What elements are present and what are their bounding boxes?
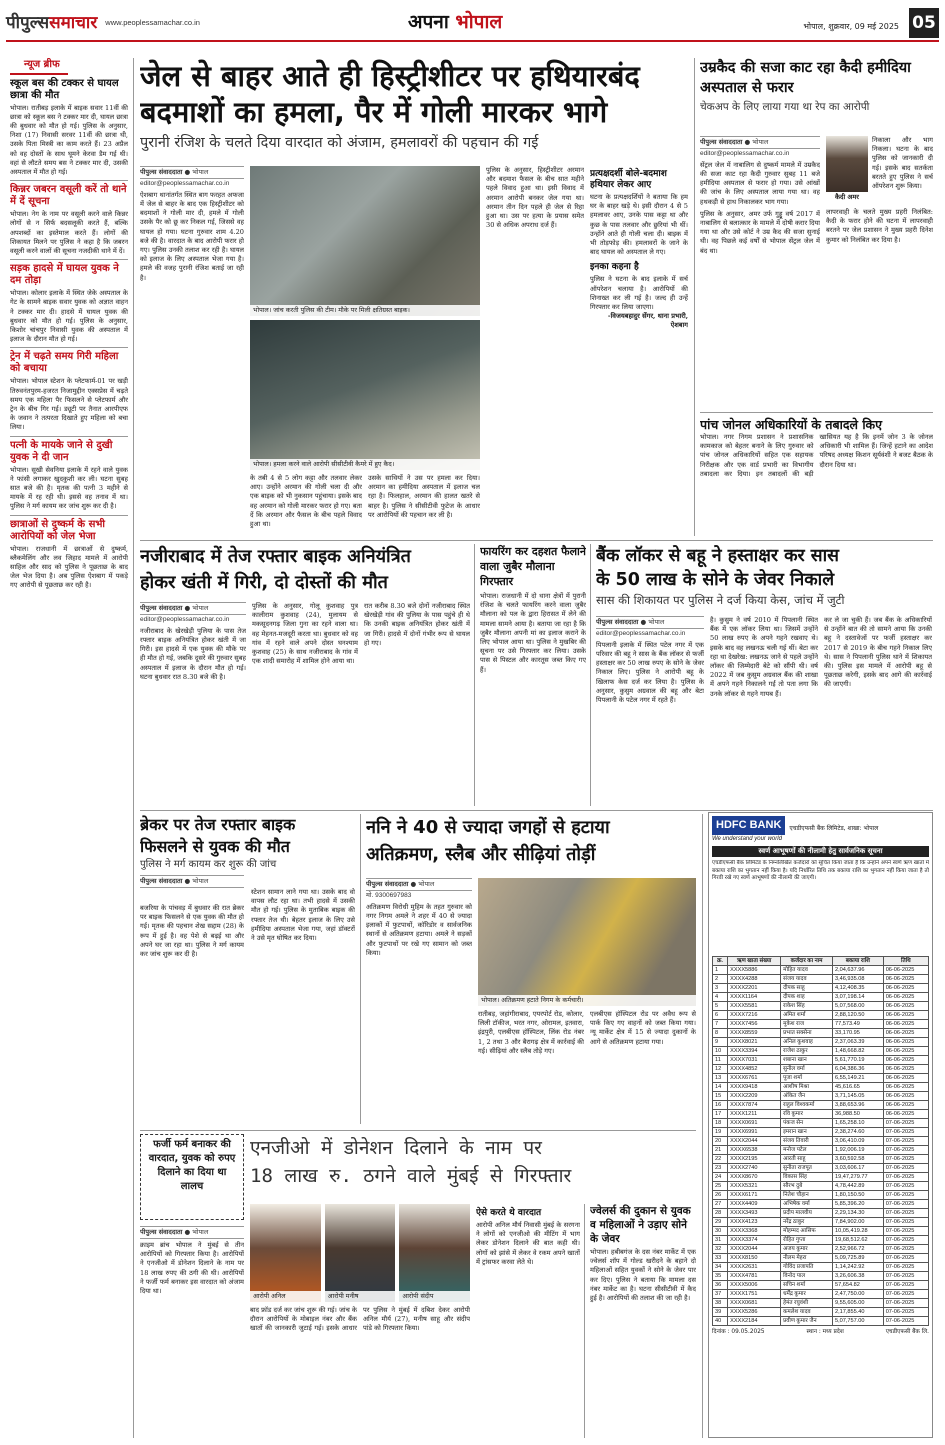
table-cell: 5,85,396.20 xyxy=(832,1200,883,1209)
table-cell: 07-06-2025 xyxy=(883,1254,928,1263)
table-cell: 2,52,966.72 xyxy=(832,1245,883,1254)
table-cell: XXXX2195 xyxy=(728,1155,781,1164)
table-cell: 6,55,149.21 xyxy=(832,1074,883,1083)
table-header: क्र. xyxy=(713,957,728,966)
table-row xyxy=(713,993,929,1002)
table-cell: 06-06-2025 xyxy=(883,1056,928,1065)
dateline: भोपाल, शुक्रवार, 09 मई 2025 xyxy=(803,22,899,31)
table-row xyxy=(713,1137,929,1146)
table-cell: XXXX8021 xyxy=(728,1038,781,1047)
table-cell: 7 xyxy=(713,1020,728,1029)
table-cell: पूजा शर्मा xyxy=(781,1074,833,1083)
table-cell: 1,80,150.50 xyxy=(832,1191,883,1200)
table-row xyxy=(713,1272,929,1281)
table-cell: XXXX6171 xyxy=(728,1191,781,1200)
table-cell: XXXX7874 xyxy=(728,1101,781,1110)
table-cell: XXXX6761 xyxy=(728,1074,781,1083)
table-cell: XXXX1211 xyxy=(728,1110,781,1119)
table-row xyxy=(713,1011,929,1020)
table-cell: 07-06-2025 xyxy=(883,1137,928,1146)
table-row xyxy=(713,1317,929,1326)
table-cell: नरेंद्र ठाकुर xyxy=(781,1218,833,1227)
table-cell: 07-06-2025 xyxy=(883,1146,928,1155)
ngo-kicker: फर्जी फर्म बनाकर की वारदात, युवक को रुपए दिलाने का दिया था लालच xyxy=(140,1134,244,1220)
table-cell: 07-06-2025 xyxy=(883,1155,928,1164)
table-cell: 2,04,637.96 xyxy=(832,966,883,975)
table-cell: अमित शर्मा xyxy=(781,1011,833,1020)
table-cell: 2,88,120.50 xyxy=(832,1011,883,1020)
table-cell: 3,03,606.17 xyxy=(832,1164,883,1173)
table-cell: XXXX7031 xyxy=(728,1056,781,1065)
table-cell: 07-06-2025 xyxy=(883,1299,928,1308)
table-row xyxy=(713,1236,929,1245)
table-cell: 6 xyxy=(713,1011,728,1020)
brief-item-5: छात्राओं से दुष्कर्म के सभी आरोपियों को जेल भेजा भोपाल। राजधानी में छात्राओं से दुष्कर्म, ब्लैकमेलिंग और लव जिहाद मामले में आरोपी साहिल और साद को पुलिस ने पूछताछ के बाद जेल भेज दिया है। अब पुलिस ऐशबाग में पकड़े गए आरोपी से पूछताछ कर रही है। xyxy=(10,518,128,590)
table-cell: 33 xyxy=(713,1254,728,1263)
table-cell: XXXX3368 xyxy=(728,1227,781,1236)
brief-item-1: किन्नर जबरन वसूली करें तो थाने में दें सूचना भोपाल। नेग के नाम पर वसूली करने वाले किन्नर लोगों से न सिर्फ बदसलूकी करते हैं, बल्कि अपशब्दों का इस्तेमाल करते हैं। लोगों की शिकायत मिलने पर पुलिस ने कहा है कि जबरन वसूली करने वालों की सूचना नजदीकी थाने में दें। xyxy=(10,184,128,255)
table-cell: XXXX3374 xyxy=(728,1236,781,1245)
table-row xyxy=(713,975,929,984)
table-row xyxy=(713,1308,929,1317)
table-cell: 14 xyxy=(713,1083,728,1092)
table-cell: 10 xyxy=(713,1047,728,1056)
table-cell: XXXX7216 xyxy=(728,1011,781,1020)
table-cell: प्रभात सक्सेना xyxy=(781,1029,833,1038)
table-cell: प्रदीप मालवीय xyxy=(781,1209,833,1218)
table-cell: अजय कुमार xyxy=(781,1245,833,1254)
table-cell: 07-06-2025 xyxy=(883,1281,928,1290)
table-cell: 06-06-2025 xyxy=(883,1065,928,1074)
table-cell: XXXX3394 xyxy=(728,1047,781,1056)
prisoner-photo xyxy=(826,136,868,192)
table-cell: 22 xyxy=(713,1155,728,1164)
table-cell: 24 xyxy=(713,1173,728,1182)
website: www.peoplessamachar.co.in xyxy=(105,17,200,27)
encroachment-story: ननि ने 40 से ज्यादा जगहों से हटाया अतिक्रमण, स्लैब और सीढ़ियां तोड़ीं पीपुल्स संवाददाता ● भोपाल मो. 9300697983 अतिक्रमण विरोधी मुहिम के तहत गुरुवार को नगर निगम अमले ने शहर में 40 से ज्यादा इलाकों में फुटपाथों, कॉरिडोर व सार्वजनिक स्थानों से अतिक्रमण हटाया। अमले ने सड़कों और फुटपाथों पर रखे गए सामान को जब्त किया। भोपाल। अतिक्रमण हटाते निगम के कर्मचारी। रातीबड़, जहांगीराबाद, एयरपोर्ट रोड, कोलार, लिली टॉकीज, भरत नगर, ओरामल, इतवारा, इंद्रपुरी, एलबीएस हॉस्पिटल, लिंक रोड नंबर 1, 2 तथा 3 और बैरागढ़ क्षेत्र में कार्रवाई की गई। सीढ़ियां और स्लैब तोड़े गए। एलबीएस हॉस्पिटल रोड पर अवैध रूप से पार्क किए गए वाहनों को जब्त किया गया। न्यू मार्केट क्षेत्र में 15 से ज्यादा दुकानों के आगे से अतिक्रमण हटाया गया। xyxy=(366,817,696,1055)
table-row xyxy=(713,1092,929,1101)
accused-photo-2: आरोपी मनीष xyxy=(325,1204,396,1302)
table-cell: XXXX2184 xyxy=(728,1317,781,1326)
table-row xyxy=(713,1200,929,1209)
lead-subheadline: पुरानी रंजिश के चलते दिया वारदात को अंजाम, हमलावरों की पहचान की गई xyxy=(140,135,539,151)
table-cell: 06-06-2025 xyxy=(883,1110,928,1119)
table-row xyxy=(713,1164,929,1173)
table-cell: 06-06-2025 xyxy=(883,1020,928,1029)
table-cell: 5,07,757.00 xyxy=(832,1317,883,1326)
table-cell: 40 xyxy=(713,1317,728,1326)
table-cell: 07-06-2025 xyxy=(883,1272,928,1281)
table-row xyxy=(713,966,929,975)
table-cell: 06-06-2025 xyxy=(883,966,928,975)
table-cell: 07-06-2025 xyxy=(883,1245,928,1254)
table-cell: राहुल विश्वकर्मा xyxy=(781,1101,833,1110)
table-cell: 3 xyxy=(713,984,728,993)
table-cell: 07-06-2025 xyxy=(883,1191,928,1200)
table-cell: सचिन शर्मा xyxy=(781,1281,833,1290)
table-cell: गोविंद प्रजापति xyxy=(781,1263,833,1272)
table-cell: 6,04,386.36 xyxy=(832,1065,883,1074)
table-cell: 9 xyxy=(713,1038,728,1047)
table-cell: 07-06-2025 xyxy=(883,1290,928,1299)
table-cell: 3,46,935.08 xyxy=(832,975,883,984)
table-header: तिथि xyxy=(883,957,928,966)
table-cell: 12 xyxy=(713,1065,728,1074)
hdfc-auction-notice: HDFC BANK We understand your world एचडीएफसी बैंक लिमिटेड, शाखा: भोपाल स्वर्ण आभूषणों की नीलामी हेतु सार्वजनिक सूचना एचडीएफसी बैंक लिमिटेड के निम्नलिखित कर्जदारों को सूचित किया जाता है कि उन्होंने अपने स्वर्ण ऋण खातों में बकाया राशि का भुगतान नहीं किया है। यदि निर्धारित तिथि तक बकाया राशि का भुगतान नहीं किया जाता है तो गिरवी रखे गए स्वर्ण आभूषणों की नीलामी की जाएगी। क्र. ऋण खाता संख्या कर्जदार का नाम बकाया राशि तिथि 1 XXXX5886 मोहित यादव 2,04,637.96 06-06-2025 2 XXXX4288 संजय यादव 3,46,935.08 06-06-2025 3 XXXX2201 दीपक साहू 4,12,408.35 06-06-2025 4 XXXX1164 दीपक शाह 3,07,198.14 06-06-2025 5 XXXX5581 राकेश सिंह 5,07,568.00 06-06-2025 6 XXXX7216 अमित शर्मा 2,88,120.50 06-06-2025 7 XXXX7456 मुकेश राज 77,573.49 06-06-2025 8 XXXX8559 प्रभात सक्सेना 33,170.95 06-06-2025 9 XXXX8021 अनिल कुशवाह 2,37,063.39 06-06-2025 10 XXXX3394 राजेश ठाकुर 1,48,668.82 06-06-2025 11 XXXX7031 शबाना खान 5,61,770.19 06-06-2025 12 XXXX4852 सुनील वर्मा 6,04,386.36 06-06-2025 13 XXXX6761 पूजा शर्मा 6,55,149.21 06-06-2025 14 XXXX9418 आशीष मिश्रा 45,616.65 06-06-2025 15 XXXX2209 अंकित जैन 3,71,145.05 06-06-2025 16 XXXX7874 राहुल विश्वकर्मा 3,88,653.96 06-06-2025 17 XXXX1211 रवि कुमार 36,988.50 06-06-2025 18 XXXX0691 पंकज सेन 1,65,258.10 07-06-2025 19 XXXX6991 इमरान खान 2,38,274.60 07-06-2025 20 XXXX2044 संजय तिवारी 3,06,410.09 07-06-2025 21 XXXX6538 मनोज पटेल 1,92,006.19 07-06-2025 22 XXXX2195 आरती साहू 3,60,592.58 07-06-2025 23 XXXX2740 सुनीता राजपूत 3,03,606.17 07-06-2025 24 XXXX8670 विकास सिंह 19,47,279.77 07-06-2025 25 XXXX5321 सौरभ दुबे 4,78,442.89 07-06-2025 26 XXXX6171 नितेश चौहान 1,80,150.50 07-06-2025 27 XXXX4409 अभिषेक वर्मा 5,85,396.20 07-06-2025 28 XXXX3493 प्रदीप मालवीय 2,29,134.30 07-06-2025 29 XXXX4123 नरेंद्र ठाकुर 7,84,902.00 07-06-2025 30 XXXX3368 मोहम्मद आसिफ 10,05,419.28 07-06-2025 31 XXXX3374 रोहित गुप्ता 19,68,512.62 07-06-2025 32 XXXX2044 अजय कुमार 2,52,966.72 07-06-2025 33 XXXX8150 नीलम मेहरा 5,09,725.89 07-06-2025 34 XXXX2631 गोविंद प्रजापति 1,14,242.92 07-06-2025 35 XXXX4781 विनोद पाल 3,26,606.38 07-06-2025 36 XXXX5006 सचिन शर्मा 57,654.82 07-06-2025 37 XXXX1751 धर्मेंद्र कुमार 2,47,750.00 07-06-2025 38 XXXX0681 हेमंत रघुवंशी 9,55,605.00 07-06-2025 39 XXXX5286 कमलेश यादव 2,17,855.40 07-06-2025 40 XXXX2184 प्रवीण कुमार जैन 5,07,757.00 07-06-2025 दिनांक : 09.05.2025 स्थान : मध्य प्रदेश एचडीएफसी बैंक लि. xyxy=(708,812,933,1438)
prisoner-byline: पीपुल्स संवाददाता ● भोपाल xyxy=(700,136,820,149)
table-row xyxy=(713,1101,929,1110)
table-cell: 07-06-2025 xyxy=(883,1317,928,1326)
table-cell: XXXX1164 xyxy=(728,993,781,1002)
table-cell: 3,71,145.05 xyxy=(832,1092,883,1101)
table-cell: 07-06-2025 xyxy=(883,1263,928,1272)
table-cell: मोहम्मद आसिफ xyxy=(781,1227,833,1236)
table-cell: सौरभ दुबे xyxy=(781,1182,833,1191)
table-row xyxy=(713,1065,929,1074)
table-cell: 1 xyxy=(713,966,728,975)
lead-photo-cctv: भोपाल। हमला करने वाले आरोपी सीसीटीवी कैमरे में हुए कैद। xyxy=(250,320,480,470)
table-cell: 15 xyxy=(713,1092,728,1101)
table-cell: 34 xyxy=(713,1263,728,1272)
table-cell: 5,09,725.89 xyxy=(832,1254,883,1263)
table-cell: दीपक साहू xyxy=(781,984,833,993)
table-row xyxy=(713,1182,929,1191)
lead-body-3: के तबी 4 से 5 लोग कट्टा और तलवार लेकर आए। उन्होंने अरमान की गोली चला दी और एक बाइक को भी नुकसान पहुंचाया। इसके बाद वह अरमान को गोली मारकर फरार हो गए। बता दें कि अरमान और फैसल के बीच पहले विवाद हुआ था। xyxy=(250,474,362,529)
table-cell: 4,12,408.35 xyxy=(832,984,883,993)
eyewitness-box: प्रत्यक्षदर्शी बोले-बदमाश हथियार लेकर आए घटना के प्रत्यक्षदर्शियों ने बताया कि हम घर के बाहर खड़े थे। इसी दौरान 4 से 5 हमलावर आए, उनके पास कट्टा था और कुछ के पास तलवार और छुरियां भी थीं। उन्होंने आते ही गोली चला दी। बाइक में भी तोड़फोड़ की। हमलावरों के जाने के बाद घायल को अस्पताल ले गए। इनका कहना है पुलिस ने घटना के बाद इलाके में सर्च ऑपरेशन चलाया है। आरोपियों की शिनाख्त कर ली गई है। जल्द ही उन्हें गिरफ्तार कर लिया जाएगा। -विजयबहादुर सेंगर, थाना प्रभारी, ऐशबाग xyxy=(590,169,688,330)
table-cell: अभिषेक वर्मा xyxy=(781,1200,833,1209)
table-cell: 33,170.95 xyxy=(832,1029,883,1038)
table-cell: XXXX2631 xyxy=(728,1263,781,1272)
table-row xyxy=(713,1074,929,1083)
accused-photo-3: आरोपी संदीप xyxy=(399,1204,470,1302)
lead-body-1: ऐशबाग थानांतर्गत स्थित बाग फरहत अफजा में जेल से बाहर के बाद एक हिस्ट्रीशीटर को बदमाशों ने गोली मार दी, हमले में गोली उसके पैर को छू कर निकल गई, जिससे वह घायल हो गया। घटना गुरुवार शाम 4.20 बजे की है। वारदात के बाद आरोपी फरार हो गए। पुलिस उनकी तलाश कर रही है। घायल को इलाज के लिए अस्पताल भेजा गया है। हमले की वजह पुरानी रंजिश बताई जा रही है। xyxy=(140,190,244,282)
notice-title: स्वर्ण आभूषणों की नीलामी हेतु सार्वजनिक सूचना xyxy=(712,846,929,857)
quote-by: -विजयबहादुर सेंगर, थाना प्रभारी, ऐशबाग xyxy=(607,312,688,330)
table-cell: 39 xyxy=(713,1308,728,1317)
table-cell: नीलम मेहरा xyxy=(781,1254,833,1263)
table-cell: 3,07,198.14 xyxy=(832,993,883,1002)
table-cell: आशीष मिश्रा xyxy=(781,1083,833,1092)
lead-byline: पीपुल्स संवाददाता ● भोपाल xyxy=(140,166,244,179)
najibabad-byline: पीपुल्स संवाददाता ● भोपाल xyxy=(140,602,246,615)
brief-item-3: ट्रेन में चढ़ते समय गिरी महिला को बचाया भोपाल। भोपाल स्टेशन के प्लेटफार्म-01 पर खड़ी तिरुवनंतपुरम-हजरत निजामुद्दीन एक्सप्रेस में चढ़ते समय एक महिला पैर फिसलने से प्लेटफार्म और ट्रेन के बीच गिर गई। ड्यूटी पर तैनात आरपीएफ के जवान ने तत्परता दिखाते हुए महिला को बचा लिया। xyxy=(10,351,128,432)
table-row xyxy=(713,1227,929,1236)
table-cell: 27 xyxy=(713,1200,728,1209)
table-row xyxy=(713,1110,929,1119)
table-cell: 21 xyxy=(713,1146,728,1155)
lead-email: editor@peoplessamachar.co.in xyxy=(140,180,230,187)
table-cell: XXXX4781 xyxy=(728,1272,781,1281)
table-cell: धर्मेंद्र कुमार xyxy=(781,1290,833,1299)
table-cell: 28 xyxy=(713,1209,728,1218)
quote-body: पुलिस ने घटना के बाद इलाके में सर्च ऑपरेशन चलाया है। आरोपियों की शिनाख्त कर ली गई है। जल्द ही उन्हें गिरफ्तार कर लिया जाएगा। xyxy=(590,275,688,312)
table-cell: XXXX7456 xyxy=(728,1020,781,1029)
table-header: कर्जदार का नाम xyxy=(781,957,833,966)
table-cell: 06-06-2025 xyxy=(883,1083,928,1092)
table-cell: 16 xyxy=(713,1101,728,1110)
table-cell: 5,61,770.19 xyxy=(832,1056,883,1065)
quote-head: इनका कहना है xyxy=(590,262,639,273)
table-row xyxy=(713,1155,929,1164)
table-cell: कमलेश यादव xyxy=(781,1308,833,1317)
table-cell: 2,37,063.39 xyxy=(832,1038,883,1047)
prisoner-story: उम्रकैद की सजा काट रहा कैदी हमीदिया अस्पताल से फरार चेकअप के लिए लाया गया था रेप का आरोपी पीपुल्स संवाददाता ● भोपाल editor@peoplessamachar.co.in सेंट्रल जेल में नाबालिग से दुष्कर्म मामले में उम्रकैद की सजा काट रहा कैदी गुरुवार सुबह 11 बजे हमीदिया अस्पताल से फरार हो गया। उसे आंखों की जांच के लिए अस्पताल लाया गया था। वह हथकड़ी से हाथ निकालकर भाग गया। पुलिस के अनुसार, अमर उर्फ गुड्डू वर्ष 2017 में नाबालिग से बलात्कार के मामले में दोषी करार दिया गया था और उसे कोर्ट ने उम्र कैद की सजा सुनाई थी। वह पिछले कई वर्षों से भोपाल सेंट्रल जेल में बंद था। कैदी अमर निकाला और भाग निकला। घटना के बाद पुलिस को जानकारी दी गई। इसके बाद सतर्कता बरतते हुए पुलिस ने सर्च ऑपरेशन शुरू किया। लापरवाही के चलते मुख्य प्रहरी निलंबित: कैदी के फरार होने की घटना में लापरवाही बरतने पर जेल प्रशासन ने मुख्य प्रहरी दिनेश कुमार को निलंबित कर दिया है। xyxy=(700,60,933,255)
lead-story xyxy=(140,58,688,536)
encroachment-photo: भोपाल। अतिक्रमण हटाते निगम के कर्मचारी। xyxy=(478,878,696,1006)
table-cell: 06-06-2025 xyxy=(883,993,928,1002)
table-cell: 7,84,902.00 xyxy=(832,1218,883,1227)
table-cell: 36,988.50 xyxy=(832,1110,883,1119)
table-cell: 36 xyxy=(713,1281,728,1290)
table-header: ऋण खाता संख्या xyxy=(728,957,781,966)
table-row xyxy=(713,1299,929,1308)
table-row xyxy=(713,1209,929,1218)
table-cell: 57,654.82 xyxy=(832,1281,883,1290)
table-cell: 2,47,750.00 xyxy=(832,1290,883,1299)
table-cell: शबाना खान xyxy=(781,1056,833,1065)
table-cell: 06-06-2025 xyxy=(883,1011,928,1020)
table-cell: 07-06-2025 xyxy=(883,1218,928,1227)
table-cell: 23 xyxy=(713,1164,728,1173)
table-row xyxy=(713,1146,929,1155)
table-cell: XXXX5006 xyxy=(728,1281,781,1290)
prisoner-headline: उम्रकैद की सजा काट रहा कैदी हमीदिया अस्पताल से फरार xyxy=(700,60,911,96)
table-cell: 07-06-2025 xyxy=(883,1200,928,1209)
table-cell: 26 xyxy=(713,1191,728,1200)
table-cell: XXXX4409 xyxy=(728,1200,781,1209)
hdfc-logo: HDFC BANK xyxy=(712,816,785,835)
table-cell: XXXX2044 xyxy=(728,1245,781,1254)
lead-photo-police: भोपाल। जांच करती पुलिस की टीम। मौके पर मिली क्षतिग्रस्त बाइक। xyxy=(250,166,480,316)
table-cell: XXXX5886 xyxy=(728,966,781,975)
table-row xyxy=(713,1218,929,1227)
table-cell: 4,78,442.89 xyxy=(832,1182,883,1191)
table-cell: XXXX0691 xyxy=(728,1119,781,1128)
table-cell: मनोज पटेल xyxy=(781,1146,833,1155)
table-cell: 13 xyxy=(713,1074,728,1083)
table-cell: 07-06-2025 xyxy=(883,1227,928,1236)
masthead xyxy=(6,6,939,42)
table-cell: संजय तिवारी xyxy=(781,1137,833,1146)
table-cell: आरती साहू xyxy=(781,1155,833,1164)
table-row xyxy=(713,1002,929,1011)
brief-item-2: सड़क हादसे में घायल युवक ने दम तोड़ा भोपाल। कोलार इलाके में स्थित जेके अस्पताल के गेट के सामने बाइक सवार युवक को अज्ञात वाहन ने टक्कर मार दी। हादसे में घायल युवक की बुधवार को मौत हो गई। पुलिस के अनुसार, किशोर चांचपुर निवासी युवक की अस्पताल में इलाज के दौरान मौत हो गई। xyxy=(10,263,128,344)
table-cell: 1,92,006.19 xyxy=(832,1146,883,1155)
jewel-story: ज्वेलर्स की दुकान से युवक व महिलाओं ने उड़ाए सोने के जेवर भोपाल। हबीबगंज के दस नंबर मार्केट में एक ज्वेलर्स शॉप में गोल्ड खरीदने के बहाने दो महिलाओं सहित युवकों ने सोने के जेवर पार कर दिए। पुलिस ने बताया कि मामला दस नंबर मार्केट का है। घटना सीसीटीवी में कैद हुई है। आरोपियों की तलाश की जा रही है। xyxy=(590,1205,696,1303)
table-cell: मोहित यादव xyxy=(781,966,833,975)
table-row xyxy=(713,1254,929,1263)
accused-photo-1: आरोपी अनिल xyxy=(250,1204,321,1302)
table-cell: 06-06-2025 xyxy=(883,1092,928,1101)
table-cell: 2 xyxy=(713,975,728,984)
table-cell: 3,26,606.38 xyxy=(832,1272,883,1281)
table-cell: पंकज सेन xyxy=(781,1119,833,1128)
table-cell: 2,38,274.60 xyxy=(832,1128,883,1137)
table-cell: XXXX1751 xyxy=(728,1290,781,1299)
table-cell: 8 xyxy=(713,1029,728,1038)
table-row xyxy=(713,1191,929,1200)
table-cell: सुनीता राजपूत xyxy=(781,1164,833,1173)
table-cell: रोहित गुप्ता xyxy=(781,1236,833,1245)
table-row xyxy=(713,1083,929,1092)
table-cell: 1,48,668.82 xyxy=(832,1047,883,1056)
table-cell: 1,14,242.92 xyxy=(832,1263,883,1272)
table-cell: 07-06-2025 xyxy=(883,1236,928,1245)
table-cell: 07-06-2025 xyxy=(883,1209,928,1218)
table-row xyxy=(713,1128,929,1137)
table-cell: 07-06-2025 xyxy=(883,1182,928,1191)
table-cell: इमरान खान xyxy=(781,1128,833,1137)
table-cell: 2,29,134.30 xyxy=(832,1209,883,1218)
table-cell: 9,55,605.00 xyxy=(832,1299,883,1308)
table-cell: 07-06-2025 xyxy=(883,1128,928,1137)
table-cell: 06-06-2025 xyxy=(883,1038,928,1047)
table-row xyxy=(713,1119,929,1128)
table-cell: अंकित जैन xyxy=(781,1092,833,1101)
table-cell: दीपक शाह xyxy=(781,993,833,1002)
table-cell: अनिल कुशवाह xyxy=(781,1038,833,1047)
table-cell: 1,65,258.10 xyxy=(832,1119,883,1128)
table-cell: XXXX2044 xyxy=(728,1137,781,1146)
paper-logo: पीपुल्ससमाचार xyxy=(6,12,98,33)
table-cell: रवि कुमार xyxy=(781,1110,833,1119)
table-cell: XXXX4852 xyxy=(728,1065,781,1074)
table-cell: 06-06-2025 xyxy=(883,1047,928,1056)
table-cell: 07-06-2025 xyxy=(883,1173,928,1182)
table-cell: राजेश ठाकुर xyxy=(781,1047,833,1056)
firing-story: फायरिंग कर दहशत फैलाने वाला जुबैर मौलाना गिरफ्तार भोपाल। राजधानी में दो थाना क्षेत्रों में पुरानी रंजिश के चलते फायरिंग करने वाला जुबैर मौलाना को पल के द्वारा हिरासत में लेने की मामला सामने आया है। बताया जा रहा है कि जुबैर मौलाना अपनी मां का इलाज कराने के लिए भोपाल आया था। पुलिस ने मुखबिर की सूचना पर उसे गिरफ्तार कर लिया। उसके पास से पिस्टल और कारतूस जब्त किए गए हैं। xyxy=(480,545,586,674)
table-cell: 3,60,592.58 xyxy=(832,1155,883,1164)
table-cell: 4 xyxy=(713,993,728,1002)
page-number: 05 xyxy=(909,8,939,38)
table-cell: XXXX4288 xyxy=(728,975,781,984)
table-cell: 19 xyxy=(713,1128,728,1137)
table-row xyxy=(713,1020,929,1029)
table-cell: XXXX2201 xyxy=(728,984,781,993)
table-row xyxy=(713,1056,929,1065)
table-cell: 19,47,279.77 xyxy=(832,1173,883,1182)
table-cell: 06-06-2025 xyxy=(883,1002,928,1011)
table-cell: 19,68,512.62 xyxy=(832,1236,883,1245)
table-cell: 45,616.65 xyxy=(832,1083,883,1092)
table-cell: XXXX5581 xyxy=(728,1002,781,1011)
table-cell: 38 xyxy=(713,1299,728,1308)
section-title: अपना भोपाल xyxy=(408,11,503,33)
table-cell: 3,88,653.96 xyxy=(832,1101,883,1110)
table-cell: 30 xyxy=(713,1227,728,1236)
table-cell: 3,06,410.09 xyxy=(832,1137,883,1146)
bank-locker-story: बैंक लॉकर से बहू ने हस्ताक्षर कर सास के 50 लाख के सोने के जेवर निकाले सास की शिकायत पर पुलिस ने दर्ज किया केस, जांच में जुटी पीपुल्स संवाददाता ● भोपाल editor@peoplessamachar.co.in पिपलानी इलाके में स्थित पटेल नगर में एक परिवार की बहू ने सास के बैंक लॉकर से फर्जी हस्ताक्षर कर 50 लाख रुपए के सोने के जेवर निकाल लिए। पुलिस ने आरोपी बहू के खिलाफ केस दर्ज कर लिया है। पुलिस के अनुसार, कुसुम अग्रवाल की बहू और बेटा पिपलानी के पटेल नगर में रहते हैं। है। कुसुम ने वर्ष 2010 में पिपलानी स्थित बैंक में एक लॉकर लिया था। जिसमें उन्होंने 50 लाख रुपए के अपने गहने रखवाए थे। इसके बाद वह लखनऊ चली गई थीं। बेटा कर रहा था देखरेख: लखनऊ जाने से पहले उन्होंने लॉकर की जिम्मेदारी बेटे को सौंपी थी। वर्ष 2022 में जब कुसुम अग्रवाल बैंक की शाखा में अपने गहने निकालने गईं तो पता लगा कि उनके लॉकर से गहने गायब हैं। कर ले जा चुकी हैं। जब बैंक के अधिकारियों से उन्होंने बात की तो सामने आया कि उनकी बहू ने दस्तावेजों पर फर्जी हस्ताक्षर कर 2017 से 2019 के बीच गहने निकाल लिए थे। सास ने पिपलानी पुलिस थाने में शिकायत की। पुलिस इस मामले में आरोपी बहू से पूछताछ करेगी, इसके बाद आगे की कार्रवाई की जाएगी। xyxy=(596,546,932,704)
table-cell: विनोद पाल xyxy=(781,1272,833,1281)
prisoner-sub: चेकअप के लिए लाया गया था रेप का आरोपी xyxy=(700,101,870,113)
table-row xyxy=(713,1029,929,1038)
lead-body-3b: उसके साथियों ने उस पर हमला कर दिया। अरमान का हमीदिया अस्पताल में इलाज चल रहा है। फिलहाल, अरमान की हालत खतरे से बाहर है। पुलिस ने सीसीटीवी फुटेज के आधार पर आरोपियों की पहचान कर ली है। xyxy=(368,474,480,519)
table-cell: 06-06-2025 xyxy=(883,1101,928,1110)
table-row xyxy=(713,1263,929,1272)
breaker-story: ब्रेकर पर तेज रफ्तार बाइक फिसलने से युवक की मौत पुलिस ने मर्ग कायम कर शुरू की जांच पीपुल्स संवाददाता ● भोपाल बजरिया के पांचवड़ में बुधवार की रात ब्रेकर पर बाइक फिसलने से एक युवक की मौत हो गई। मृतक की पहचान शेख सद्दाम (28) के रूप में हुई है। वह पेशे से बढ़ई था और अपने घर जा रहा था। पुलिस ने मर्ग कायम कर जांच शुरू कर दी है। स्टेशन सामान लाने गया था। उसके बाद वो वापस लौट रहा था। तभी हादसे में उसकी मौत हो गई। पुलिस के मुताबिक बाइक की रफ्तार तेज थी। बेहतर इलाज के लिए उसे हमीदिया अस्पताल भेजा गया, जहां डॉक्टरों ने उसे मृत घोषित कर दिया। xyxy=(140,815,355,959)
table-cell: सुनील वर्मा xyxy=(781,1065,833,1074)
table-cell: 20 xyxy=(713,1137,728,1146)
table-cell: 25 xyxy=(713,1182,728,1191)
table-cell: XXXX0681 xyxy=(728,1299,781,1308)
news-brief-tag: न्यूज ब्रीफ xyxy=(10,58,68,75)
table-cell: XXXX5286 xyxy=(728,1308,781,1317)
brief-item-4: पत्नी के मायके जाने से दुखी युवक ने दी जान भोपाल। सूखी सेवनिया इलाके में रहने वाले युवक ने फांसी लगाकर खुदकुशी कर ली। घटना सुबह सात बजे की है। मृतक की पत्नी 3 महीने से मायके में रह रही थी। इससे वह तनाव में था। पुलिस ने मर्ग कायम कर जांच शुरू कर दी है। xyxy=(10,439,128,511)
table-cell: मुकेश राज xyxy=(781,1020,833,1029)
table-row xyxy=(713,1047,929,1056)
table-cell: 77,573.49 xyxy=(832,1020,883,1029)
table-cell: XXXX5321 xyxy=(728,1182,781,1191)
ngo-fraud-story: फर्जी फर्म बनाकर की वारदात, युवक को रुपए दिलाने का दिया था लालच एनजीओ में डोनेशन दिलाने के नाम पर 18 लाख रु. ठगने वाले मुंबई से गिरफ्तार पीपुल्स संवाददाता ● भोपाल क्राइम ब्रांच भोपाल ने मुंबई से तीन आरोपियों को गिरफ्तार किया है। आरोपियों ने एनजीओ में डोनेशन दिलाने के नाम पर 18 लाख रुपए की ठगी की थी। आरोपियों ने फर्जी फर्म बनाकर इस वारदात को अंजाम दिया था। आरोपी अनिल आरोपी मनीष आरोपी संदीप बाद फ्रॉड दर्ज कर जांच शुरू की गई। जांच के दौरान आरोपियों के मोबाइल नंबर और बैंक खातों की जानकारी जुटाई गई। इसके आधार पर पुलिस ने मुंबई में दबिश देकर आरोपी अनिल मौर्य (27), मनीष साहू और संदीप पांडे को गिरफ्तार किया। ऐसे करते थे वारदात आरोपी अनिल मौर्य निवासी मुंबई के सरगना ने लोगों को एनजीओ की मीटिंग में भाग लेकर डोनेशन दिलाने की बात कही थी। लोगों को झांसे में लेकर वे रकम अपने खातों में ट्रांसफर करवा लेते थे। ज्वेलर्स की दुकान से युवक व महिलाओं ने उड़ाए सोने के जेवर भोपाल। हबीबगंज के दस नंबर मार्केट में एक ज्वेलर्स शॉप में गोल्ड खरीदने के बहाने दो महिलाओं सहित युवकों ने सोने के जेवर पार कर दिए। पुलिस ने बताया कि मामला दस नंबर मार्केट का है। घटना सीसीटीवी में कैद हुई है। आरोपियों की तलाश की जा रही है। xyxy=(140,1134,696,1438)
table-row xyxy=(713,1281,929,1290)
table-cell: विकास सिंह xyxy=(781,1173,833,1182)
table-row xyxy=(713,1290,929,1299)
table-cell: प्रवीण कुमार जैन xyxy=(781,1317,833,1326)
table-cell: 06-06-2025 xyxy=(883,984,928,993)
table-cell: संजय यादव xyxy=(781,975,833,984)
table-cell: 2,17,855.40 xyxy=(832,1308,883,1317)
auction-table xyxy=(712,956,929,1326)
table-row xyxy=(713,984,929,993)
table-cell: नितेश चौहान xyxy=(781,1191,833,1200)
table-cell: 06-06-2025 xyxy=(883,1074,928,1083)
table-cell: राकेश सिंह xyxy=(781,1002,833,1011)
table-cell: 37 xyxy=(713,1290,728,1299)
table-cell: 11 xyxy=(713,1056,728,1065)
table-cell: XXXX2740 xyxy=(728,1164,781,1173)
lead-headline-2: बदमाशों का हमला, पैर में गोली मारकर भागे xyxy=(140,95,608,129)
lead-body-2: पुलिस के अनुसार, हिस्ट्रीशीटर अरमान और बदमाश फैसल के बीच सात महीने पहले विवाद हुआ था। इसी विवाद में अरमान आरोपी बनकर जेल गया था। अरमान तीन दिन पहले ही जेल से रिहा हुआ था। उस पर हत्या के प्रयास समेत 30 से अधिक अपराध दर्ज हैं। xyxy=(486,166,584,230)
table-cell: XXXX8670 xyxy=(728,1173,781,1182)
table-row xyxy=(713,1173,929,1182)
table-cell: XXXX4123 xyxy=(728,1218,781,1227)
table-cell: 07-06-2025 xyxy=(883,1308,928,1317)
news-brief-column xyxy=(10,58,128,1438)
table-cell: XXXX6991 xyxy=(728,1128,781,1137)
table-cell: 06-06-2025 xyxy=(883,975,928,984)
table-cell: 07-06-2025 xyxy=(883,1119,928,1128)
table-cell: XXXX2209 xyxy=(728,1092,781,1101)
table-cell: 06-06-2025 xyxy=(883,1029,928,1038)
table-cell: 31 xyxy=(713,1236,728,1245)
lead-headline-1: जेल से बाहर आते ही हिस्ट्रीशीटर पर हथियारबंद xyxy=(140,59,640,93)
table-cell: 35 xyxy=(713,1272,728,1281)
table-cell: XXXX6538 xyxy=(728,1146,781,1155)
table-cell: XXXX9418 xyxy=(728,1083,781,1092)
table-cell: XXXX8150 xyxy=(728,1254,781,1263)
najibabad-story: नजीराबाद में तेज रफ्तार बाइक अनियंत्रित होकर खंती में गिरी, दो दोस्तों की मौत पीपुल्स संवाददाता ● भोपाल editor@peoplessamachar.co.in नजीराबाद के खेरखेड़ी पुलिया के पास तेज रफ्तार बाइक अनियंत्रित होकर खंती में जा गिरी। इस हादसे में एक युवक की मौके पर ही मौत हो गई, जबकि दूसरे की गुरुवार सुबह अस्पताल में इलाज के दौरान मौत हो गई। घटना बुधवार रात 8.30 बजे की है। पुलिस के अनुसार, गोलू कुशवाह पुत्र कालीराम कुशवाह (24), मुलायम से मकसूदनगढ़ जिला गुना का रहने वाला था। वह मेहनत-मजदूरी करता था। बुधवार को वह गांव में रहने वाले अपने दोस्त घनश्याम कुशवाह (25) के साथ नजीराबाद के गांव में एक शादी समारोह में शामिल होने आया था। रात करीब 8.30 बजे दोनों नजीराबाद स्थित खेरखेड़ी गांव की पुलिया के पास पहुंचे ही थे कि उनकी बाइक अनियंत्रित होकर खंती में जा गिरी। हादसे में दोनों गंभीर रूप से घायल हो गए। xyxy=(140,546,470,681)
table-header: बकाया राशि xyxy=(832,957,883,966)
table-cell: 17 xyxy=(713,1110,728,1119)
table-cell: 32 xyxy=(713,1245,728,1254)
prisoner-photo-caption: कैदी अमर xyxy=(835,193,859,201)
table-cell: 5 xyxy=(713,1002,728,1011)
table-cell: 10,05,419.28 xyxy=(832,1227,883,1236)
table-cell: XXXX8559 xyxy=(728,1029,781,1038)
table-cell: XXXX3493 xyxy=(728,1209,781,1218)
brief-item-0: स्कूल बस की टक्कर से घायल छात्रा की मौत भोपाल। रातीबड़ इलाके में बाइक सवार 11वीं की छात्रा को स्कूल बस ने टक्कर मार दी, घायल छात्रा की बुधवार को मौत हो गई। पुलिस के अनुसार, निशा (17) निवासी सरवर 11वीं की छात्रा थी, उसके पिता मिस्त्री का काम करते हैं। 23 अप्रैल को वह दोस्तों के साथ घूमने केरवा डैम गई थी। वहां से लौटते समय बस ने टक्कर मार दी, उसकी अस्पताल में मौत हो गई। xyxy=(10,77,128,176)
table-row xyxy=(713,1038,929,1047)
table-cell: 07-06-2025 xyxy=(883,1164,928,1173)
table-cell: 5,07,568.00 xyxy=(832,1002,883,1011)
table-cell: हेमंत रघुवंशी xyxy=(781,1299,833,1308)
table-cell: 29 xyxy=(713,1218,728,1227)
table-cell: 18 xyxy=(713,1119,728,1128)
table-row xyxy=(713,1245,929,1254)
zonal-story: पांच जोनल अधिकारियों के तबादले किए भोपाल। नगर निगम प्रशासन ने प्रशासनिक कामकाज को बेहतर बनाने के लिए गुरुवार को पांच जोनल अधिकारियों सहित एक सहायक निरीक्षक और एक वार्ड प्रभारी का विभागीय तबादला कर दिया। इन तबादलों की बड़ी खासियत यह है कि इनमें जोन 3 के जोनल अधिकारी भी शामिल हैं। जिन्हें हटाने का आदेश परिषद अध्यक्ष किशन सूर्यवंशी ने बजट बैठक के दौरान दिया था। xyxy=(700,417,933,478)
